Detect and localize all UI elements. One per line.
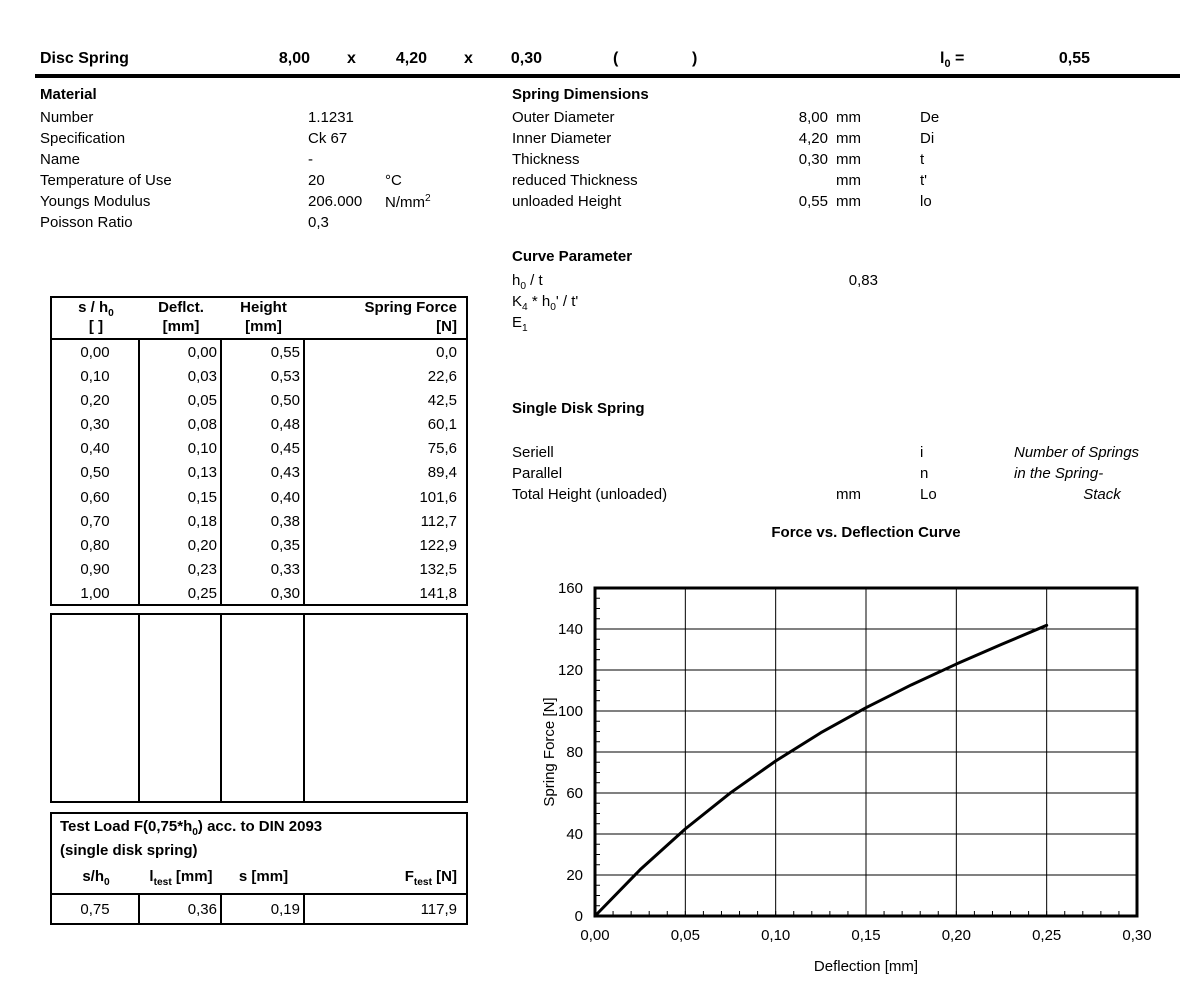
table-cell: 101,6 <box>419 488 457 506</box>
y-axis-label: Spring Force [N] <box>541 697 558 807</box>
single-disk-note: in the Spring- <box>1014 465 1104 482</box>
table-cell: 141,8 <box>419 585 457 603</box>
table-cell: 122,9 <box>419 536 457 554</box>
material-label: Name <box>40 151 81 168</box>
dimension-label: Outer Diameter <box>512 109 615 126</box>
table-cell: 0,45 <box>222 437 305 461</box>
column-header: $s/h_0$ <box>82 868 110 888</box>
curve-parameter-value: 0,83 <box>848 272 878 289</box>
header-l0-value: 0,55 <box>1058 50 1090 67</box>
x-tick-label: 0,20 <box>941 927 971 944</box>
x-tick-label: 0,30 <box>1122 927 1152 944</box>
material-label: Poisson Ratio <box>40 214 133 231</box>
table-cell: 0,08 <box>140 413 222 437</box>
header-paren-open: ( <box>613 50 619 67</box>
empty-cell <box>305 615 466 801</box>
table-cell: 0,43 <box>222 461 305 485</box>
y-tick-label: 0 <box>574 908 583 925</box>
column-header: s / $h_0$ <box>78 299 114 319</box>
table-cell: 117,9 <box>420 900 457 918</box>
curve-parameter-label: $h_0$ / t <box>512 272 543 292</box>
header-times-2: x <box>464 50 473 67</box>
table-cell: 0,03 <box>140 364 222 388</box>
material-label: Temperature of Use <box>40 172 172 189</box>
x-tick-label: 0,25 <box>1032 927 1062 944</box>
test-load-header <box>52 868 466 892</box>
table-cell: 0,0 <box>436 343 457 361</box>
dimension-label: reduced Thickness <box>512 172 638 189</box>
column-unit: [N] <box>436 318 457 335</box>
material-label: Youngs Modulus <box>40 193 151 210</box>
table-cell: 0,05 <box>140 388 222 412</box>
spring-dimensions-heading: Spring Dimensions <box>512 86 649 103</box>
table-cell: 0,20 <box>140 533 222 557</box>
table-row <box>52 437 466 461</box>
table-cell: 1,00 <box>52 582 140 606</box>
table-cell: 112,7 <box>420 512 457 530</box>
curve-parameter-label: $E_1$ <box>512 314 528 334</box>
header-times-1: x <box>347 50 356 67</box>
dimension-label: unloaded Height <box>512 193 622 210</box>
table-row <box>52 533 466 557</box>
single-disk-spring-heading: Single Disk Spring <box>512 400 645 417</box>
x-tick-label: 0,10 <box>761 927 791 944</box>
x-tick-label: 0,05 <box>670 927 700 944</box>
curve-parameter-label: $K_4 * h_0'$ / t' <box>512 293 579 313</box>
table-row <box>52 461 466 485</box>
test-load-title: Test Load $F(0,75*h_0)$ acc. to DIN 2093 <box>60 818 323 838</box>
column-unit: [mm] <box>245 318 282 335</box>
table-cell: 0,13 <box>140 461 222 485</box>
dimension-unit: mm <box>836 130 861 147</box>
table-cell: 0,90 <box>52 558 140 582</box>
material-value: Ck 67 <box>308 130 348 147</box>
empty-cell <box>52 615 140 801</box>
force-deflection-chart <box>540 545 1202 990</box>
column-header: Deflct. <box>158 299 204 316</box>
table-cell: 0,10 <box>140 437 222 461</box>
header-l0-label: $l_0$ = <box>940 50 965 71</box>
dimension-row <box>0 193 1202 214</box>
dimension-unit: mm <box>836 151 861 168</box>
table-cell: 0,10 <box>52 364 140 388</box>
table-cell: 0,50 <box>222 388 305 412</box>
table-cell: 0,70 <box>52 509 140 533</box>
table-cell: 0,38 <box>222 509 305 533</box>
table-cell: 0,18 <box>140 509 222 533</box>
single-disk-label: Total Height (unloaded) <box>512 486 668 503</box>
single-disk-symbol: n <box>920 465 929 482</box>
table-cell: 0,36 <box>140 895 222 923</box>
dimension-value: 8,00 <box>798 109 828 126</box>
x-tick-label: 0,15 <box>851 927 881 944</box>
table-cell: 22,6 <box>427 367 457 385</box>
table-cell: 60,1 <box>427 416 457 434</box>
table-row <box>52 582 466 606</box>
table-cell: 89,4 <box>427 464 457 482</box>
table-cell: 0,48 <box>222 413 305 437</box>
header-outer-diameter: 8,00 <box>278 50 310 67</box>
table-row <box>52 340 466 364</box>
material-value: 20 <box>308 172 325 189</box>
y-tick-label: 160 <box>557 580 583 597</box>
material-value: 1.1231 <box>308 109 354 126</box>
header-thickness: 0,30 <box>510 50 542 67</box>
table-row <box>52 558 466 582</box>
dimension-unit: mm <box>836 109 861 126</box>
header-rule <box>35 74 1180 78</box>
dimension-symbol: lo <box>920 193 932 210</box>
curve-parameter-heading: Curve Parameter <box>512 248 633 265</box>
dimension-value: 0,55 <box>798 193 828 210</box>
dimension-symbol: t' <box>920 172 928 189</box>
curve-parameter-row <box>0 272 1202 293</box>
table-cell: 0,53 <box>222 364 305 388</box>
table-cell: 0,80 <box>52 533 140 557</box>
header-paren-close: ) <box>692 50 698 67</box>
y-tick-label: 120 <box>557 662 583 679</box>
material-row <box>0 214 1202 235</box>
single-disk-symbol: Lo <box>920 486 937 503</box>
dimension-row <box>0 172 1202 193</box>
table-cell: 0,60 <box>52 485 140 509</box>
dimension-symbol: Di <box>920 130 935 147</box>
material-label: Specification <box>40 130 126 147</box>
table-cell: 0,15 <box>140 485 222 509</box>
table-cell: 0,75 <box>52 895 140 923</box>
table-cell: 132,5 <box>419 561 457 579</box>
y-tick-label: 60 <box>566 785 583 802</box>
dimension-value: 0,30 <box>798 151 828 168</box>
table-cell: 0,20 <box>52 388 140 412</box>
single-disk-note: Number of Springs <box>1014 444 1140 461</box>
spring-force-table-header <box>52 298 466 340</box>
dimension-row <box>0 151 1202 172</box>
single-disk-label: Parallel <box>512 465 563 482</box>
x-axis-label: Deflection [mm] <box>813 958 919 975</box>
single-disk-note: Stack <box>1083 486 1121 503</box>
table-cell: 75,6 <box>427 440 457 458</box>
table-cell: 0,25 <box>140 582 222 606</box>
table-row <box>52 388 466 412</box>
y-tick-label: 20 <box>566 867 583 884</box>
material-value: 0,3 <box>308 214 329 231</box>
dimension-label: Thickness <box>512 151 580 168</box>
y-tick-label: 100 <box>557 703 583 720</box>
column-header: Spring Force <box>364 299 457 316</box>
material-heading: Material <box>40 86 97 103</box>
column-header: $F_{test}$ [N] <box>404 868 457 888</box>
table-row <box>52 364 466 388</box>
test-load-body <box>52 895 466 923</box>
column-header: s [mm] <box>238 868 289 885</box>
empty-table-box <box>50 613 468 803</box>
column-header: Height <box>240 299 287 316</box>
single-disk-label: Seriell <box>512 444 554 461</box>
dimension-value: 4,20 <box>798 130 828 147</box>
dimension-row <box>0 130 1202 151</box>
dimension-unit: mm <box>836 172 861 189</box>
material-value: - <box>308 151 313 168</box>
column-unit: [mm] <box>162 318 200 335</box>
y-tick-label: 140 <box>557 621 583 638</box>
table-cell: 0,30 <box>52 413 140 437</box>
column-header: $l_{test}$ [mm] <box>149 868 213 888</box>
empty-cell <box>140 615 222 801</box>
dimension-symbol: De <box>920 109 940 126</box>
header-inner-diameter: 4,20 <box>395 50 427 67</box>
y-tick-label: 40 <box>566 826 583 843</box>
table-cell: 42,5 <box>427 391 457 409</box>
single-disk-unit: mm <box>836 486 861 503</box>
y-tick-label: 80 <box>566 744 583 761</box>
table-cell: 0,55 <box>222 340 305 364</box>
material-label: Number <box>40 109 94 126</box>
empty-cell <box>222 615 305 801</box>
single-disk-symbol: i <box>920 444 924 461</box>
table-cell: 0,19 <box>222 895 305 923</box>
table-cell: 0,23 <box>140 558 222 582</box>
test-load-subtitle: (single disk spring) <box>60 842 198 859</box>
x-tick-label: 0,00 <box>580 927 610 944</box>
test-load-box <box>50 812 468 925</box>
page-title: Disc Spring <box>40 50 129 67</box>
spring-force-table <box>50 296 468 606</box>
material-unit: $N/mm^2$ <box>385 193 431 211</box>
table-cell: 0,33 <box>222 558 305 582</box>
material-unit: °C <box>385 172 402 189</box>
dimension-label: Inner Diameter <box>512 130 612 147</box>
table-cell: 0,30 <box>222 582 305 606</box>
table-cell: 0,00 <box>52 340 140 364</box>
dimension-row <box>0 109 1202 130</box>
material-value: 206.000 <box>308 193 363 210</box>
table-row <box>52 485 466 509</box>
table-cell: 0,35 <box>222 533 305 557</box>
spring-table-body <box>52 340 466 606</box>
force-curve <box>595 625 1047 916</box>
dimension-unit: mm <box>836 193 861 210</box>
table-row <box>52 895 466 923</box>
table-cell: 0,40 <box>222 485 305 509</box>
table-cell: 0,40 <box>52 437 140 461</box>
column-unit: [ ] <box>88 318 104 335</box>
table-row <box>52 509 466 533</box>
table-cell: 0,50 <box>52 461 140 485</box>
dimension-symbol: t <box>920 151 925 168</box>
table-row <box>52 413 466 437</box>
table-cell: 0,00 <box>140 340 222 364</box>
chart-title: Force vs. Deflection Curve <box>771 524 961 541</box>
